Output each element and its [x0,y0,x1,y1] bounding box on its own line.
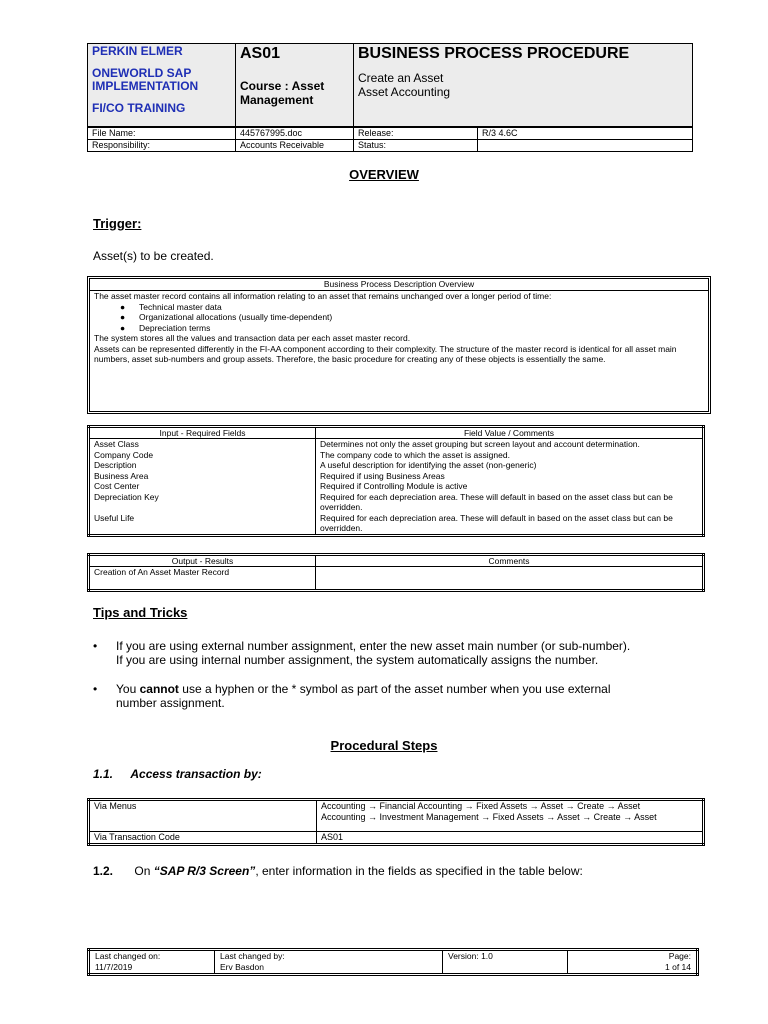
output-comments-header: Comments [316,555,704,567]
last-changed-on-value: 11/7/2019 [95,962,133,972]
field-comment-cell: Required if Controlling Module is active [320,481,468,491]
table-row [89,439,704,450]
overview-line-1: The system stores all the values and transaction data per each asset master record. [94,333,411,343]
step-1-2-number: 1.2. [93,864,114,878]
list-item: ● Organizational allocations (usually time-dependent) [120,312,333,322]
field-name-cell: Useful Life [89,513,316,536]
company-name: PERKIN ELMER [92,44,183,58]
output-col-header: Output - Results [89,555,316,567]
training-name: FI/CO TRAINING [92,101,186,115]
procedure-title-block [354,44,693,127]
table-row [89,513,704,536]
list-item: ● Technical master data [120,301,222,312]
output-comment-cell [316,567,704,591]
overview-box-heading: Business Process Description Overview [90,279,708,291]
document-footer [87,948,699,976]
release-label: Release: [354,128,478,140]
tip-2-text-bold: cannot [139,682,179,696]
step-1-1-text: Access transaction by: [130,767,262,781]
page-number: 1 of 14 [568,962,698,975]
table-row [89,481,704,492]
trigger-text: Asset(s) to be created. [93,249,214,263]
field-comment-cell: Required for each depreciation area. These will default in based on the asset class but can be overridden. [320,491,673,512]
responsibility-label: Responsibility: [88,140,236,152]
step-1-2-post: , enter information in the fields as specified in the table below: [255,864,583,878]
overview-line-2: Assets can be represented differently in the FI-AA component according to their complexity. The structure of the master record is identical for all asset main numbers, asset sub-numbers and group assets. Therefore, the basic procedure for creating any of these objects is essentially the same. [94,343,677,364]
overview-intro: The asset master record contains all information relating to an asset that remains unchanged over a longer period of time: [94,291,552,301]
tip-1-line-1: If you are using external number assignment, enter the new asset main number (or sub-number). [116,639,631,653]
overview-title: OVERVIEW [349,167,419,182]
file-name-value: 445767995.doc [236,128,354,140]
field-comment-cell: Determines not only the asset grouping but screen layout and account determination. [320,439,640,449]
step-1-2-screen-name: “SAP R/3 Screen” [153,864,256,878]
course-title: Course : Asset Management [240,79,325,107]
table-row [89,492,704,513]
field-name-cell: Cost Center [89,481,316,492]
field-comment-cell: Required for each depreciation area. These will default in based on the asset class but can be overridden. [320,512,673,533]
business-process-overview-box [87,276,711,414]
transaction-code: AS01 [240,45,281,62]
output-result-cell: Creation of An Asset Master Record [89,567,316,591]
field-name-cell: Business Area [89,471,316,482]
input-required-fields-table [87,425,705,537]
procedural-steps-title: Procedural Steps [330,738,438,753]
status-label: Status: [354,140,478,152]
trigger-heading: Trigger: [93,216,142,231]
field-comment-cell: The company code to which the asset is assigned. [320,449,510,460]
table-row [89,471,704,482]
step-1-1 [93,767,262,781]
comments-col-header: Field Value / Comments [316,427,704,439]
transaction-block [236,44,354,127]
tip-1-line-2: If you are using internal number assignment, the system automatically assigns the number. [116,653,599,667]
procedure-subtitle-1: Create an Asset [358,71,444,85]
menu-path-2: Accounting → Investment Management → Fixed Assets → Asset → Create → Asset [321,812,657,822]
last-changed-by-label: Last changed by: [215,950,443,963]
procedure-subtitle-2: Asset Accounting [358,85,451,99]
version-label: Version: 1.0 [443,950,568,963]
output-results-table [87,553,705,592]
input-col-header: Input - Required Fields [89,427,316,439]
company-block [88,44,236,127]
table-row [89,450,704,461]
field-name-cell: Description [89,460,316,471]
menu-paths [317,800,704,832]
step-1-1-number: 1.1. [93,767,114,781]
page-label: Page: [568,950,698,963]
menu-path-1: Accounting → Financial Accounting → Fixed Assets → Asset → Create → Asset [321,801,641,811]
field-comment-cell: A useful description for identifying the asset (non-generic) [320,460,537,470]
step-1-2-pre: On [134,864,154,878]
field-name-cell: Company Code [89,450,316,461]
step-1-2 [93,864,583,878]
tip-item-1 [93,639,693,667]
file-name-label: File Name: [88,128,236,140]
document-meta [87,127,693,152]
bullet-icon: • [93,682,98,696]
responsibility-value: Accounts Receivable [236,140,354,152]
field-name-cell: Asset Class [89,439,316,450]
via-tcode-label: Via Transaction Code [89,832,317,845]
bullet-icon: • [93,639,98,653]
overview-bullet-list [94,302,704,334]
via-menus-label: Via Menus [89,800,317,832]
list-item: ● Depreciation terms [120,322,211,333]
access-transaction-table [87,798,705,846]
document-header [87,43,693,127]
tip-2-text-pre: You [116,682,140,696]
procedure-type: BUSINESS PROCESS PROCEDURE [358,45,630,62]
project-name: ONEWORLD SAP IMPLEMENTATION [92,66,199,93]
release-value: R/3 4.6C [478,128,693,140]
tcode-value: AS01 [321,832,344,842]
last-changed-by-value: Erv Basdon [215,962,443,975]
field-comment-cell: Required if using Business Areas [320,470,445,481]
tips-heading: Tips and Tricks [93,605,188,620]
table-row [89,460,704,471]
tip-item-2 [93,682,653,710]
status-value [478,140,693,152]
tip-2-text-post: use a hyphen or the * symbol as part of the asset number when you use external number assignment. [116,682,611,710]
last-changed-on-label: Last changed on: [95,951,161,961]
field-name-cell: Depreciation Key [89,492,316,513]
